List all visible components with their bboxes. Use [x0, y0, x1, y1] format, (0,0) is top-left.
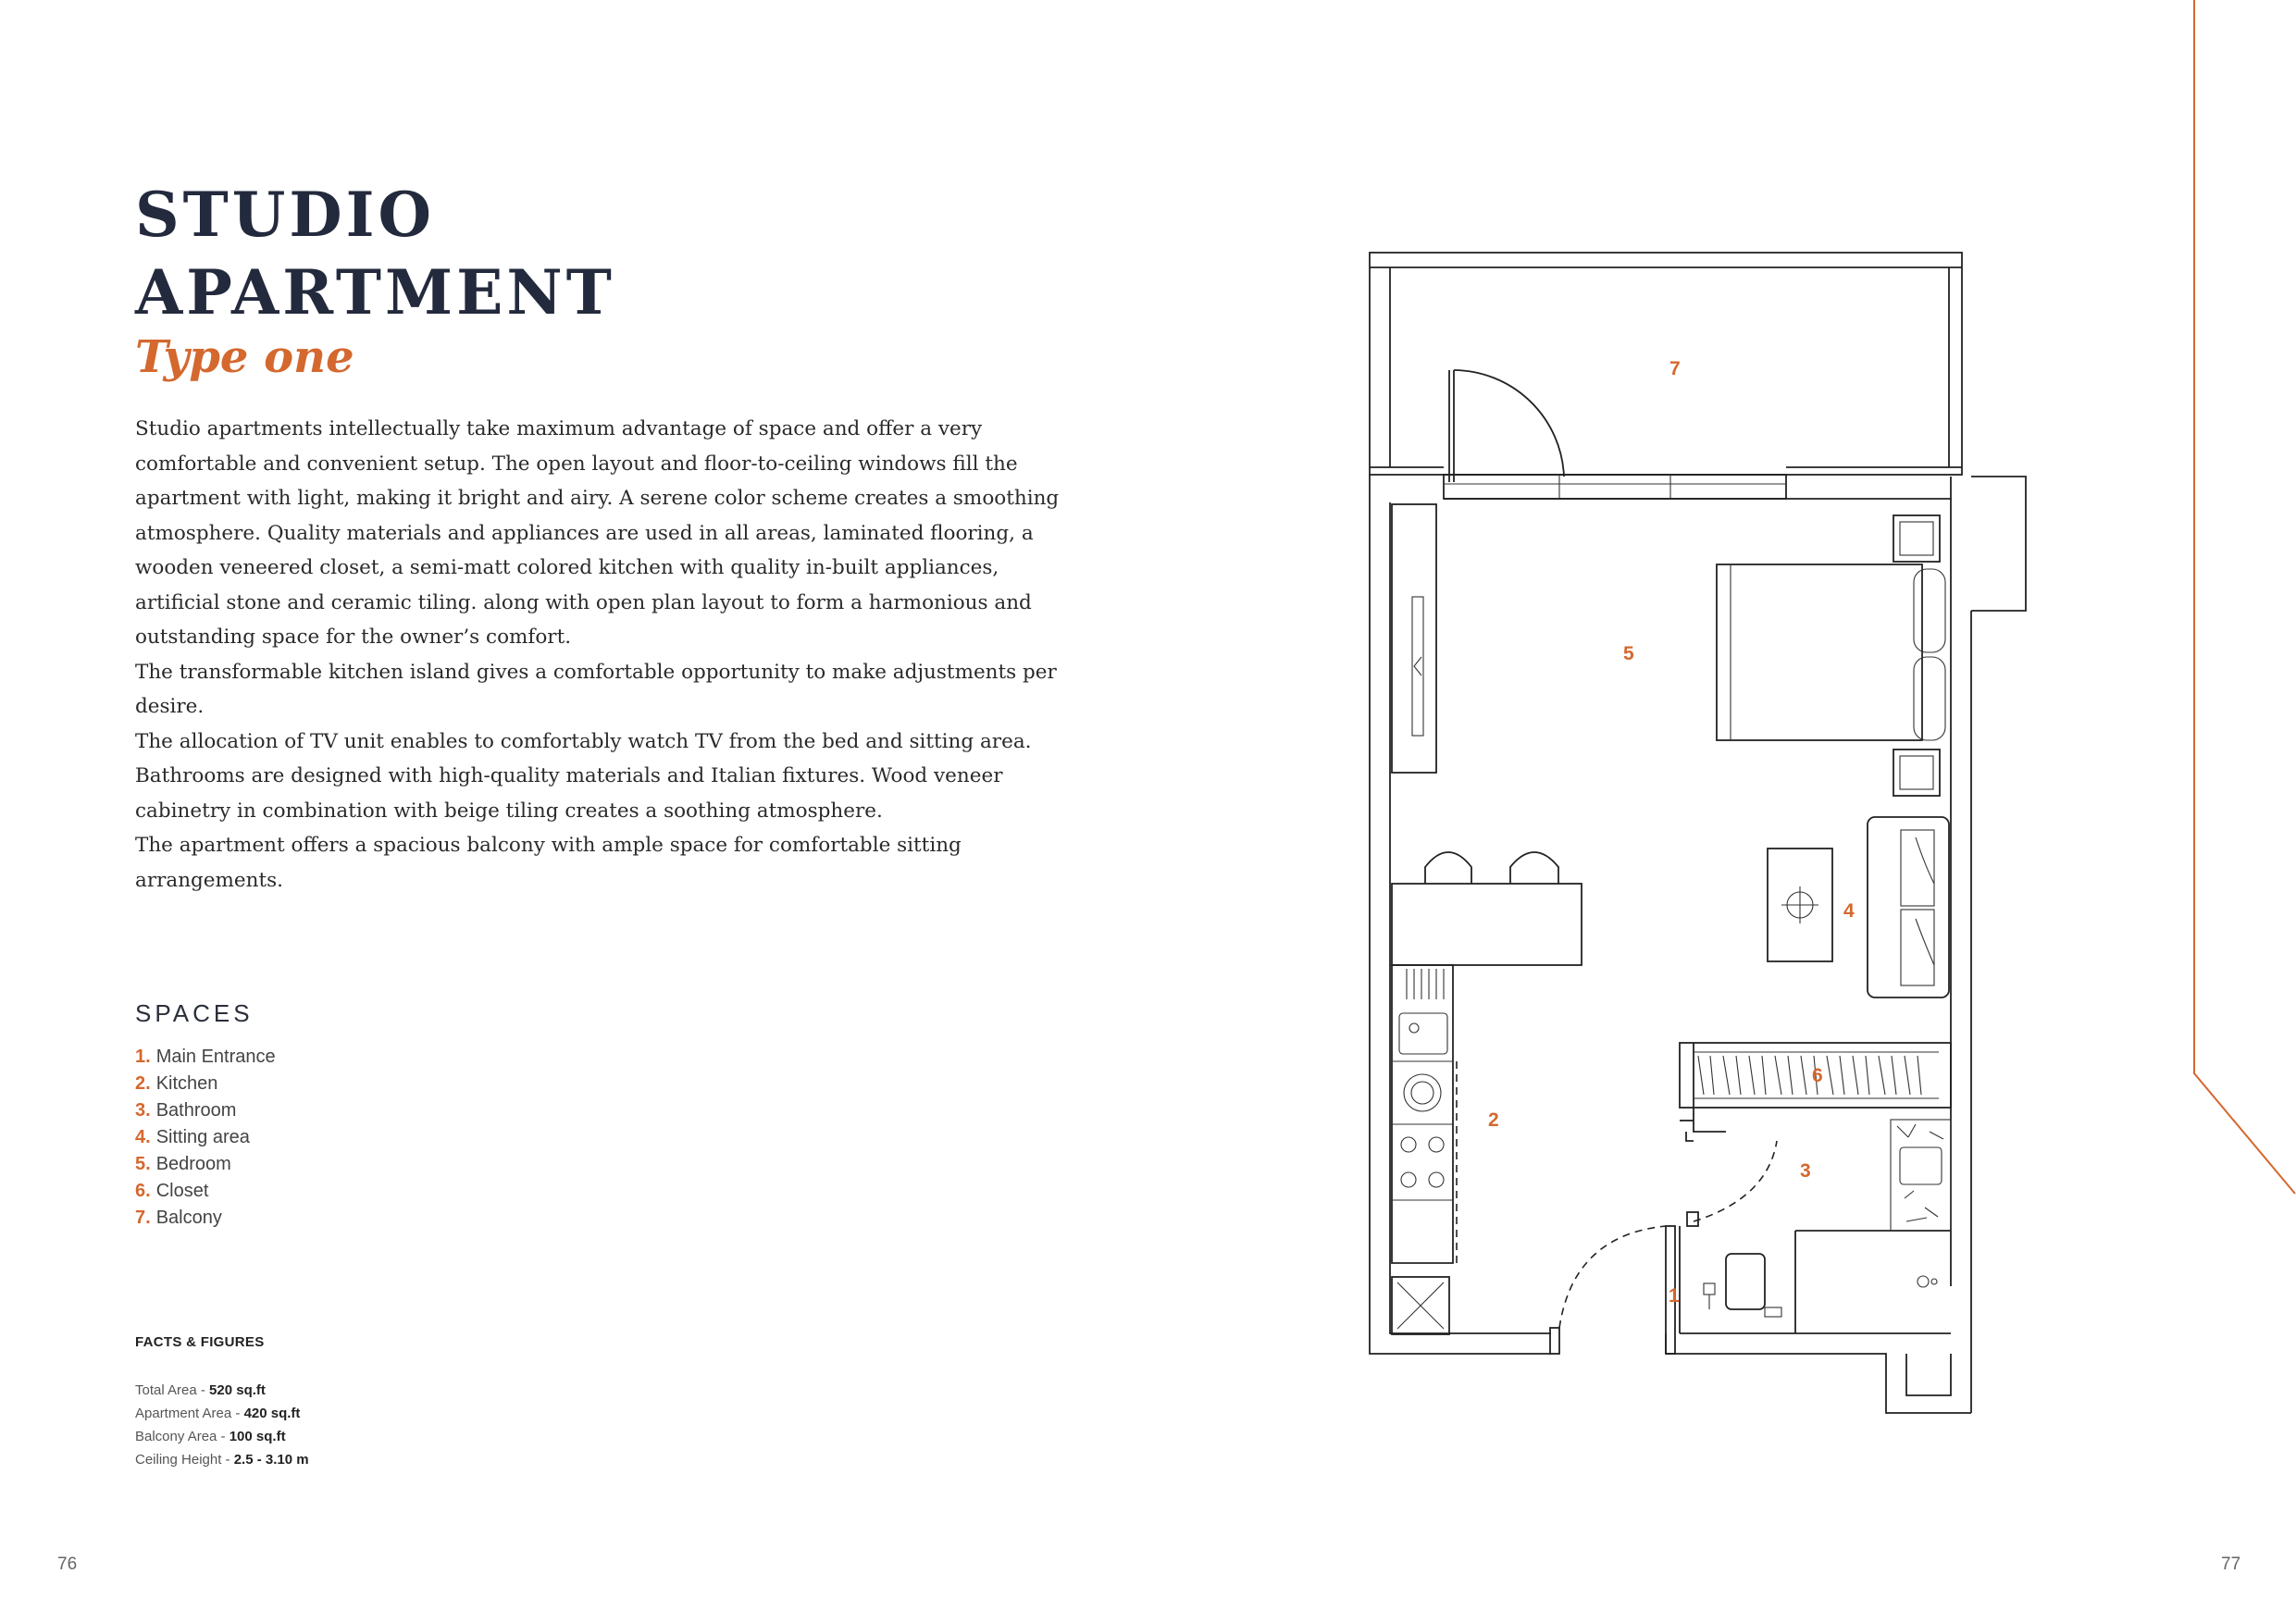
- spaces-list: [135, 1044, 276, 1232]
- fact-label: Apartment Area -: [135, 1406, 244, 1421]
- plan-label-bathroom: 3: [1800, 1160, 1811, 1182]
- description-paragraph: Studio apartments intellectually take maximum advantage of space and offer a very comfortable and convenient setup. The open layout and floor-to-ceiling windows fill the apartment with light, making it bright and airy. A serene color scheme creates a smoothing atmosphere. Quality materials and appliances are used in all areas, laminated flooring, a wooden veneered closet, a semi-matt colored kitchen with quality in-built appliances, artificial stone and ceramic tiling. along with open plan layout to form a harmonious and outstanding space for the owner’s comfort.: [135, 417, 1060, 649]
- description-paragraph: The transformable kitchen island gives a comfortable opportunity to make adjustments per desire.: [135, 660, 1057, 718]
- space-label: Bedroom: [155, 1154, 231, 1174]
- fact-value: 520 sq.ft: [209, 1382, 266, 1398]
- description-paragraph: The allocation of TV unit enables to comfortably watch TV from the bed and sitting area.: [135, 729, 1032, 753]
- fact-value: 420 sq.ft: [243, 1406, 301, 1421]
- plan-label-closet: 6: [1812, 1065, 1823, 1086]
- space-label: Closet: [155, 1181, 209, 1201]
- fact-value: 2.5 - 3.10 m: [233, 1452, 309, 1468]
- list-item: [135, 1124, 276, 1151]
- plan-label-entrance: 1: [1669, 1285, 1680, 1307]
- title-line-2: APARTMENT: [135, 256, 615, 328]
- space-number: 4.: [135, 1127, 151, 1147]
- space-label: Sitting area: [155, 1127, 250, 1147]
- floor-plan: [1360, 245, 2036, 1430]
- description-paragraph: Bathrooms are designed with high-quality materials and Italian fixtures. Wood veneer cabinetry in combination with beige tiling creates a soothing atmosphere.: [135, 764, 1003, 823]
- exterior-walls: [1370, 475, 2026, 1413]
- spaces-heading: SPACES: [135, 999, 254, 1027]
- tv-unit: [1392, 504, 1436, 773]
- plan-label-balcony: 7: [1669, 358, 1681, 379]
- list-item: [135, 1151, 276, 1178]
- page-number-left: 76: [57, 1555, 78, 1574]
- fact-label: Total Area -: [135, 1382, 210, 1398]
- bathroom: [1680, 1108, 1951, 1333]
- list-item: [135, 1097, 276, 1124]
- page-title: [135, 176, 615, 331]
- fact-label: Ceiling Height -: [135, 1452, 234, 1468]
- sofa: [1868, 817, 1949, 997]
- facts-heading: FACTS & FIGURES: [135, 1334, 265, 1350]
- space-label: Bathroom: [155, 1100, 237, 1121]
- list-item: [135, 1071, 276, 1097]
- list-item: [135, 1205, 276, 1232]
- plan-label-sitting-area: 4: [1843, 900, 1855, 922]
- kitchen-counter: [1392, 965, 1457, 1334]
- bed: [1717, 515, 1945, 796]
- kitchen-island: [1392, 852, 1582, 965]
- description: [135, 412, 1079, 898]
- space-number: 3.: [135, 1100, 151, 1121]
- space-label: Kitchen: [155, 1073, 218, 1094]
- plan-label-kitchen: 2: [1488, 1109, 1499, 1131]
- space-number: 2.: [135, 1073, 151, 1094]
- facts-list: [135, 1379, 309, 1471]
- space-number: 6.: [135, 1181, 151, 1201]
- space-label: Balcony: [155, 1208, 222, 1228]
- balcony-door: [1449, 370, 1564, 482]
- plan-label-bedroom: 5: [1623, 643, 1634, 664]
- entrance-door: [1550, 1226, 1675, 1354]
- space-number: 7.: [135, 1208, 151, 1228]
- page-subtitle: Type one: [135, 331, 354, 383]
- description-paragraph: The apartment offers a spacious balcony with ample space for comfortable sitting arrangements.: [135, 834, 962, 892]
- list-item: [135, 1178, 276, 1205]
- space-number: 5.: [135, 1154, 151, 1174]
- list-item: [135, 1044, 276, 1071]
- space-number: 1.: [135, 1047, 151, 1067]
- coffee-table: [1768, 849, 1832, 961]
- title-line-1: STUDIO: [135, 179, 435, 251]
- decorative-border-line: [2193, 0, 2296, 1623]
- fact-label: Balcony Area -: [135, 1429, 230, 1444]
- fact-item: [135, 1379, 309, 1402]
- space-label: Main Entrance: [155, 1047, 276, 1067]
- window-strip: [1444, 475, 1786, 499]
- balcony: [1370, 253, 1962, 475]
- page-number-right: 77: [2221, 1555, 2241, 1574]
- fact-item: [135, 1448, 309, 1471]
- fact-value: 100 sq.ft: [229, 1429, 286, 1444]
- fact-item: [135, 1402, 309, 1425]
- fact-item: [135, 1425, 309, 1448]
